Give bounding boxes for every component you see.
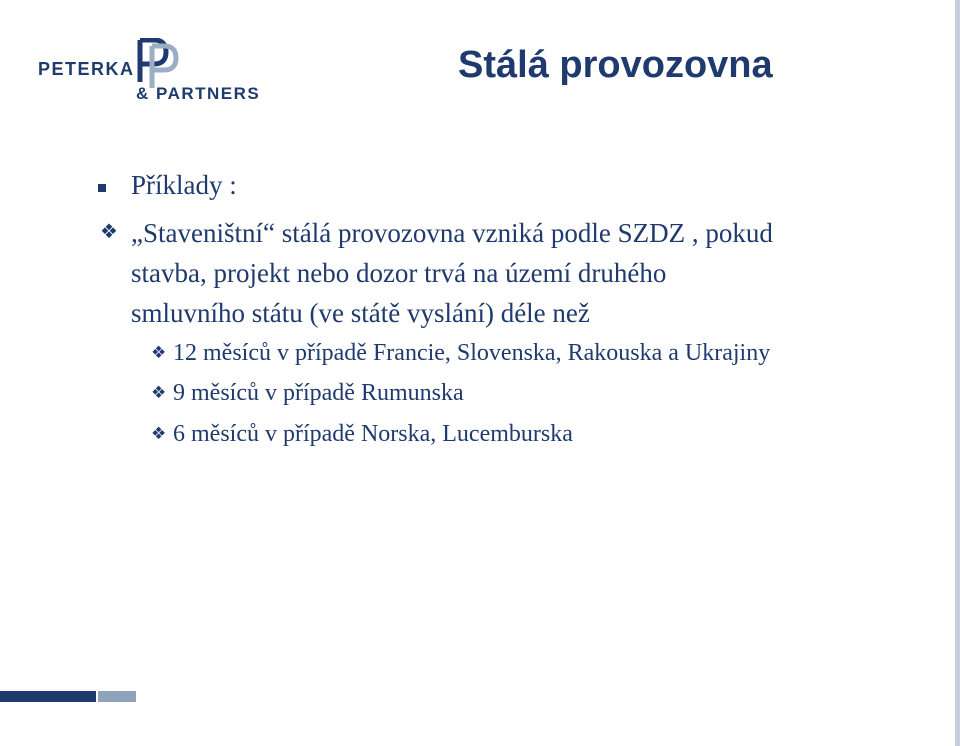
diamond-bullet-icon: ❖	[151, 343, 167, 363]
bullet-text-line-3: smluvního státu (ve státě vyslání) déle než	[131, 298, 590, 328]
bullet-text-line-1: „Staveništní“ stálá provozovna vzniká podle SZDZ , pokud	[131, 218, 773, 248]
square-bullet-icon	[98, 179, 106, 197]
slide-title: Stálá provozovna	[458, 44, 773, 86]
right-edge-strip	[955, 0, 960, 746]
logo-word-peterka: PETERKA	[38, 59, 135, 79]
sub-bullet-6-months: 6 měsíců v případě Norska, Lucemburska	[173, 421, 573, 447]
diamond-bullet-icon: ❖	[151, 383, 167, 403]
bullet-text-line-2: stavba, projekt nebo dozor trvá na území druhého	[131, 258, 667, 288]
diamond-bullet-icon: ❖	[100, 219, 118, 243]
sub-bullet-12-months: 12 měsíců v případě Francie, Slovenska, Rakouska a Ukrajiny	[173, 340, 771, 366]
diamond-bullet-icon: ❖	[151, 424, 167, 444]
pp-monogram-icon	[140, 40, 176, 88]
logo-word-partners: & PARTNERS	[136, 84, 261, 103]
bullet-examples: Příklady :	[131, 170, 237, 200]
footer-bar-light	[98, 691, 136, 702]
sub-bullet-9-months: 9 měsíců v případě Rumunska	[173, 380, 464, 406]
footer-bar-dark	[0, 691, 96, 702]
peterka-partners-logo	[38, 38, 278, 104]
